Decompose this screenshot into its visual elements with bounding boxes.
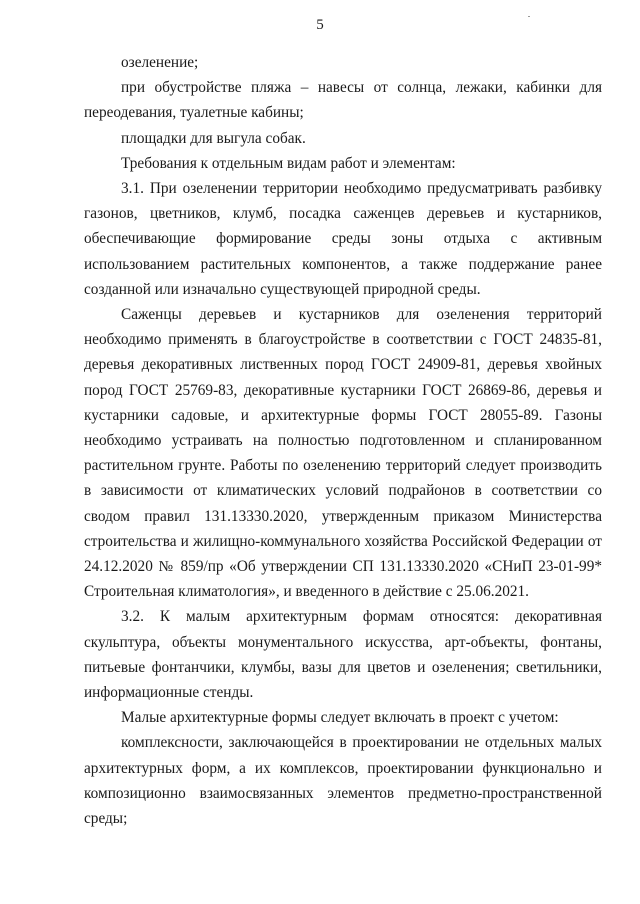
paragraph-small-forms-intro: Малые архитектурные формы следует включать в проект с учетом: [121, 709, 559, 727]
paragraph-landscaping: озеленение; [121, 54, 199, 71]
paragraph-section-3-2: 3.2. К малым архитектурным формам относятся: декоративная скульптура, объекты монументального искусства, арт-объекты, фонтаны, питьевые фонтанчики, клумбы, вазы для цветов и озеленения; светильники, информационные стенды. [84, 608, 602, 702]
paragraph-beach-equipment: при обустройстве пляжа – навесы от солнца, лежаки, кабинки для переодевания, туалетные кабины; [84, 79, 602, 122]
scan-mark [528, 16, 530, 17]
paragraph-section-3-1: 3.1. При озеленении территории необходимо предусматривать разбивку газонов, цветников, клумб, посадка саженцев деревьев и кустарников, обеспечивающие формирование среды зоны отдыха с активным использованием растительных компонентов, а также поддержание ранее созданной или изначально существующей природной среды. [84, 180, 602, 298]
paragraph-complexity: комплексности, заключающейся в проектировании не отдельных малых архитектурных форм, а их комплексов, проектировании функционально и композиционно взаимосвязанных элементов предметно-пространственной среды; [84, 734, 602, 828]
paragraph-requirements-heading: Требования к отдельным видам работ и элементам: [121, 154, 456, 172]
page-number: 5 [316, 17, 324, 33]
paragraph-dog-areas: площадки для выгула собак. [121, 129, 306, 147]
document-body [84, 50, 602, 831]
paragraph-seedlings-gost: Саженцы деревьев и кустарников для озеленения территорий необходимо применять в благоустройстве в соответствии с ГОСТ 24835-81, деревья декоративных лиственных пород ГОСТ 24909-81, деревья хвойных пород ГОСТ 25769-83, декоративные кустарники ГОСТ 26869-86, деревья и кустарники садовые, и архитектурные формы ГОСТ 28055-89. Газоны необходимо устраивать на полностью подготовленном и спланированном растительном грунте. Работы по озеленению территорий следует производить в зависимости от климатических условий подрайонов в соответствии со сводом правил 131.13330.2020, утвержденным приказом Министерства строительства и жилищно-коммунального хозяйства Российской Федерации от 24.12.2020 № 859/пр «Об утверждении СП 131.13330.2020 «СНиП 23-01-99* Строительная климатология», и введенного в действие с 25.06.2021. [84, 306, 602, 601]
